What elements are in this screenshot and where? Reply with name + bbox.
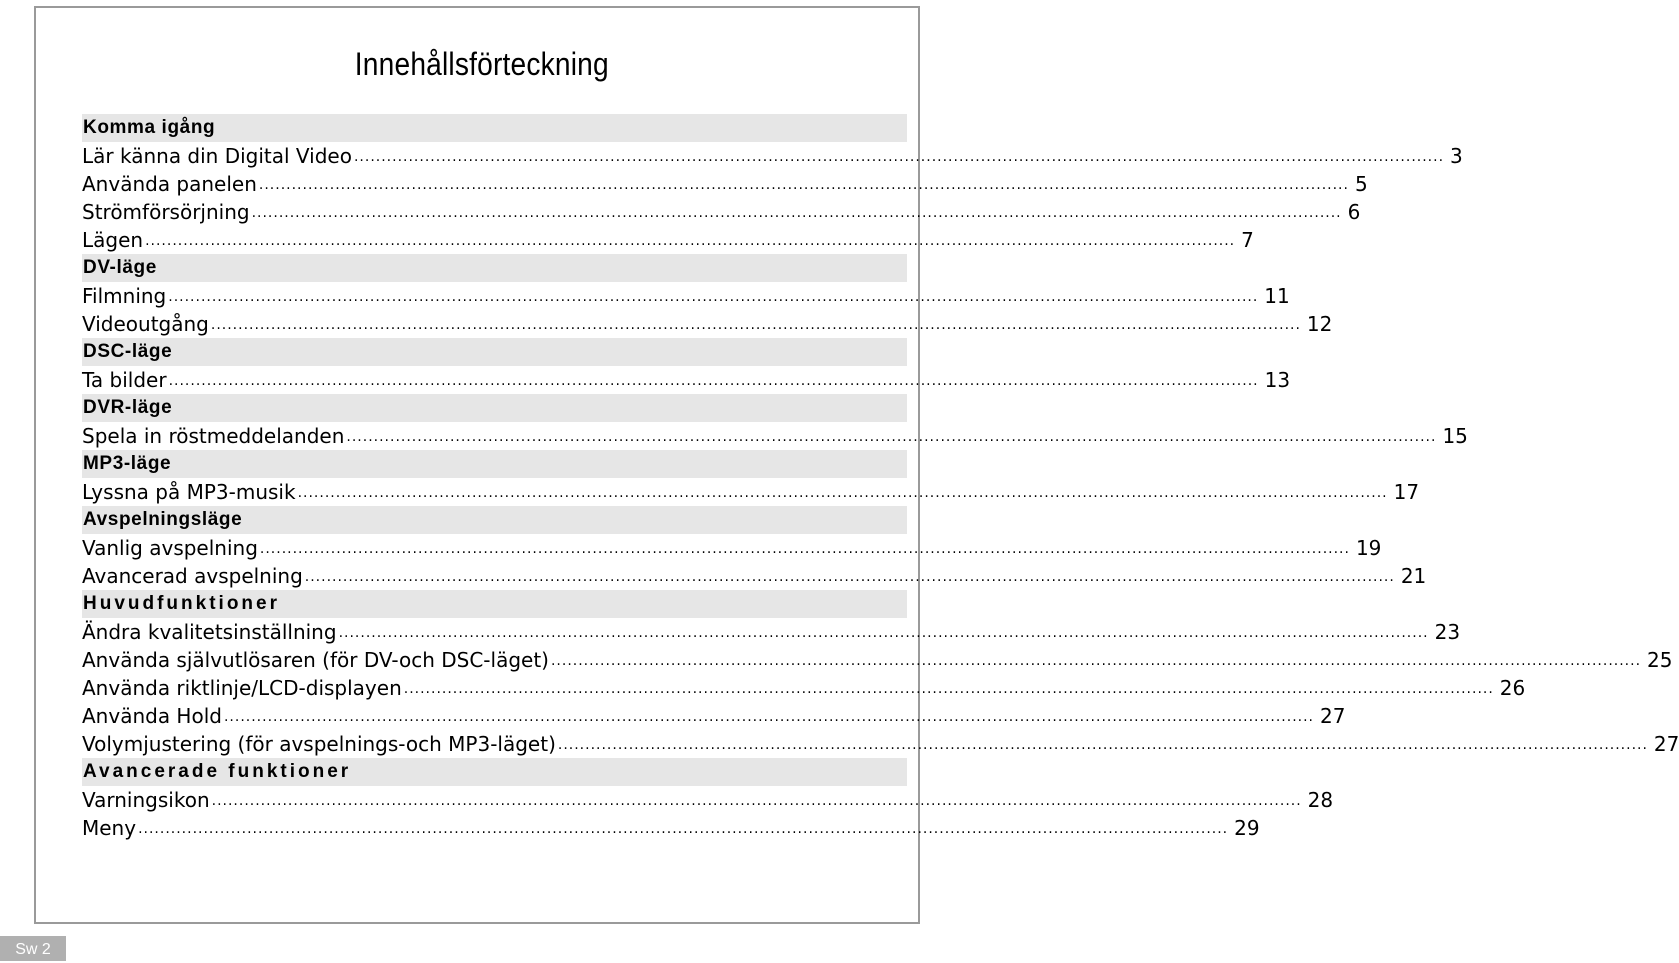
toc-entry-label: Lär känna din Digital Video [82, 144, 352, 168]
toc-entry-page: 28 [1307, 788, 1334, 812]
toc-entry[interactable] [82, 814, 1260, 842]
section-heading: Huvudfunktioner [82, 590, 907, 618]
toc-entry-label: Ändra kvalitetsinställning [82, 620, 337, 644]
section-heading: MP3-läge [82, 450, 907, 478]
toc-entry[interactable] [82, 534, 1382, 562]
toc-entry[interactable] [82, 310, 1333, 338]
toc-entry-label: Strömförsörjning [82, 200, 250, 224]
toc-entry-page: 23 [1434, 620, 1461, 644]
toc-entry-page: 11 [1264, 284, 1290, 308]
toc-entry[interactable] [82, 366, 1291, 394]
dot-leader: ........................................................................................................................................................................................................ [258, 177, 1349, 193]
dot-leader: ........................................................................................................................................................................................................ [403, 681, 1494, 697]
toc-entry-label: Filmning [82, 284, 167, 308]
dot-leader: ........................................................................................................................................................................................................ [338, 625, 1429, 641]
toc-entry[interactable] [82, 478, 1420, 506]
page-number-badge: Sw 2 [0, 936, 66, 961]
toc-entry-page: 13 [1264, 368, 1291, 392]
toc-entry-label: Använda panelen [82, 172, 257, 196]
toc-entry[interactable] [82, 142, 1463, 170]
toc-entry-label: Ta bilder [82, 368, 167, 392]
dot-leader: ........................................................................................................................................................................................................ [251, 205, 1342, 221]
dot-leader: ........................................................................................................................................................................................................ [550, 653, 1642, 669]
toc-entry[interactable] [82, 786, 1334, 814]
toc-entry-label: Använda självutlösaren (för DV-och DSC-läget) [82, 648, 549, 672]
toc-entry-page: 12 [1306, 312, 1333, 336]
toc-entry-page: 5 [1354, 172, 1368, 196]
dot-leader: ........................................................................................................................................................................................................ [168, 373, 1259, 389]
toc-entry-page: 6 [1347, 200, 1361, 224]
toc-entry[interactable] [82, 198, 1361, 226]
toc-entry-page: 27 [1320, 704, 1346, 728]
toc-entry[interactable] [82, 282, 1290, 310]
dot-leader: ........................................................................................................................................................................................................ [210, 317, 1301, 333]
table-of-contents [82, 114, 1679, 842]
dot-leader: ........................................................................................................................................................................................................ [138, 821, 1229, 837]
dot-leader: ........................................................................................................................................................................................................ [353, 149, 1445, 165]
toc-entry-label: Lyssna på MP3-musik [82, 480, 296, 504]
toc-entry[interactable] [82, 702, 1346, 730]
toc-entry-label: Lägen [82, 228, 144, 252]
toc-entry[interactable] [82, 730, 1679, 758]
toc-entry-label: Avancerad avspelning [82, 564, 303, 588]
toc-entry[interactable] [82, 618, 1461, 646]
toc-entry[interactable] [82, 170, 1368, 198]
toc-entry-page: 17 [1393, 480, 1420, 504]
toc-entry-label: Videoutgång [82, 312, 209, 336]
dot-leader: ........................................................................................................................................................................................................ [297, 485, 1388, 501]
toc-entry[interactable] [82, 646, 1673, 674]
toc-entry[interactable] [82, 422, 1468, 450]
toc-entry[interactable] [82, 226, 1254, 254]
dot-leader: ........................................................................................................................................................................................................ [557, 737, 1648, 753]
toc-entry-page: 19 [1355, 536, 1382, 560]
toc-entry-label: Använda Hold [82, 704, 222, 728]
dot-leader: ........................................................................................................................................................................................................ [223, 709, 1315, 725]
toc-entry-page: 7 [1241, 228, 1254, 252]
toc-entry-page: 27 [1653, 732, 1679, 756]
dot-leader: ........................................................................................................................................................................................................ [346, 429, 1437, 445]
toc-entry-label: Använda riktlinje/LCD-displayen [82, 676, 402, 700]
toc-entry-page: 21 [1400, 564, 1427, 588]
page-title: Innehållsförteckning [354, 46, 609, 82]
section-heading: Avancerade funktioner [82, 758, 907, 786]
toc-entry[interactable] [82, 562, 1427, 590]
dot-leader: ........................................................................................................................................................................................................ [259, 541, 1350, 557]
toc-entry-label: Volymjustering (för avspelnings-och MP3-läget) [82, 732, 556, 756]
toc-entry-page: 15 [1442, 424, 1468, 448]
dot-leader: ........................................................................................................................................................................................................ [145, 233, 1236, 249]
toc-entry[interactable] [82, 674, 1526, 702]
dot-leader: ........................................................................................................................................................................................................ [304, 569, 1395, 585]
toc-entry-page: 25 [1647, 648, 1673, 672]
toc-entry-label: Vanlig avspelning [82, 536, 258, 560]
toc-entry-label: Meny [82, 816, 137, 840]
section-heading: Komma igång [82, 114, 907, 142]
dot-leader: ........................................................................................................................................................................................................ [168, 289, 1259, 305]
section-heading: Avspelningsläge [82, 506, 907, 534]
section-heading: DSC-läge [82, 338, 907, 366]
toc-entry-page: 26 [1499, 676, 1526, 700]
toc-entry-page: 29 [1234, 816, 1260, 840]
toc-entry-label: Spela in röstmeddelanden [82, 424, 345, 448]
section-heading: DV-läge [82, 254, 907, 282]
dot-leader: ........................................................................................................................................................................................................ [211, 793, 1302, 809]
section-heading: DVR-läge [82, 394, 907, 422]
toc-entry-label: Varningsikon [82, 788, 210, 812]
toc-entry-page: 3 [1450, 144, 1463, 168]
